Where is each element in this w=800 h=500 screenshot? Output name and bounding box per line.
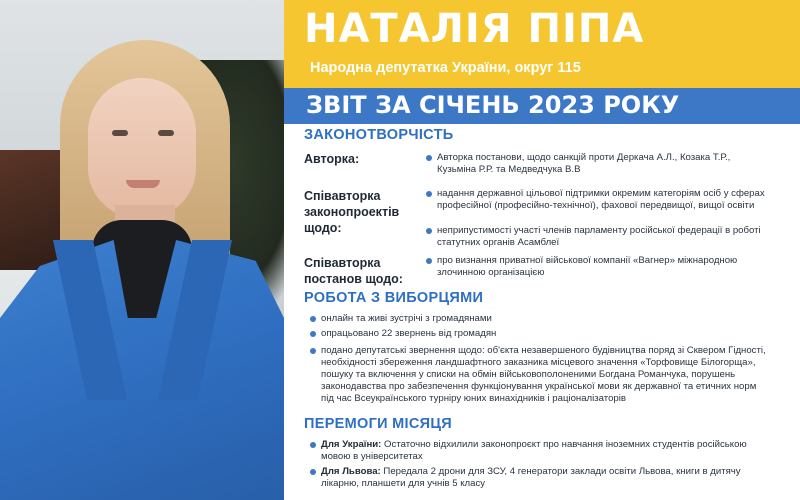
victory-label-ukraine: Для України: [321,439,382,450]
victory-item-ukraine [310,439,770,463]
report-title-banner [284,88,800,124]
author-label: Авторка: [304,152,360,166]
victory-item-lviv [310,466,770,490]
coauthor-bills-label: Співавторка законопроектів щодо: [304,189,400,235]
bullet-icon [426,155,432,161]
bullet-icon [426,258,432,264]
section-title-voters: РОБОТА З ВИБОРЦЯМИ [304,290,484,306]
photo-mouth [126,180,160,188]
name-banner [284,0,800,88]
coauthor-bills-item-2: неприпустимості участі членів парламенту російської федерації в роботі статутних органів Асамблеї [426,225,766,249]
coauthor-bills-item-1: надання державної цільової підтримки окремим категоріям осіб у сферах професійної (професійно-технічної), фахової передвищої, вищої освіти [426,188,766,212]
photo-eye-right [158,130,174,136]
victory-label-lviv: Для Львова: [321,466,381,477]
deputy-subtitle: Народна депутатка України, округ 115 [310,60,581,76]
report-panel [284,0,800,500]
section-title-lawmaking: ЗАКОНОТВОРЧІСТЬ [304,127,454,143]
photo-face [88,78,196,218]
bullet-icon [310,331,316,337]
bullet-icon [310,348,316,354]
bullet-icon [426,228,432,234]
bullet-icon [426,191,432,197]
author-item-1: Авторка постанови, щодо санкцій проти Деркача А.Л., Козака Т.Р., Кузьміна Р.Р. та Медведчука В.В [426,152,766,176]
bullet-icon [310,442,316,448]
photo-eye-left [112,130,128,136]
coauthor-resolutions-item-1: про визнання приватної військової компанії «Вагнер» міжнародною злочинною організацією [426,255,766,279]
report-content [284,124,800,500]
coauthor-resolutions-label: Співавторка постанов щодо: [304,256,403,286]
victory-text-ukraine: Остаточно відхилили законопроєкт про навчання іноземних студентів російською мовою в університетах [321,439,747,462]
voters-item-1: онлайн та живі зустрічі з громадянами [310,313,770,325]
portrait-photo [0,0,284,500]
section-title-victories: ПЕРЕМОГИ МІСЯЦЯ [304,416,452,432]
bullet-icon [310,469,316,475]
report-title: ЗВІТ ЗА СІЧЕНЬ 2023 РОКУ [306,91,680,119]
bullet-icon [310,316,316,322]
deputy-name: НАТАЛІЯ ПІПА [304,6,645,52]
voters-item-3: подано депутатські звернення щодо: об'єкта незавершеного будівництва поряд зі Сквером Гідності, необхідності збереження ландшафтного заказника місцевого значення «Торфовище Білогорща», пошуку та включення у списки на обмін військовополоненими Богдана Романчука, порушень законодавства про забезпечення функціонування української мови як державної та етичних норм під час Всеукраїнського турніру юних винахідників і раціоналізаторів [310,345,770,405]
voters-item-2: опрацьовано 22 звернень від громадян [310,328,770,340]
victory-text-lviv: Передала 2 дрони для ЗСУ, 4 генератори заклади освіти Львова, книги в дитячу лікарню, планшети для учнів 5 класу [321,466,741,489]
